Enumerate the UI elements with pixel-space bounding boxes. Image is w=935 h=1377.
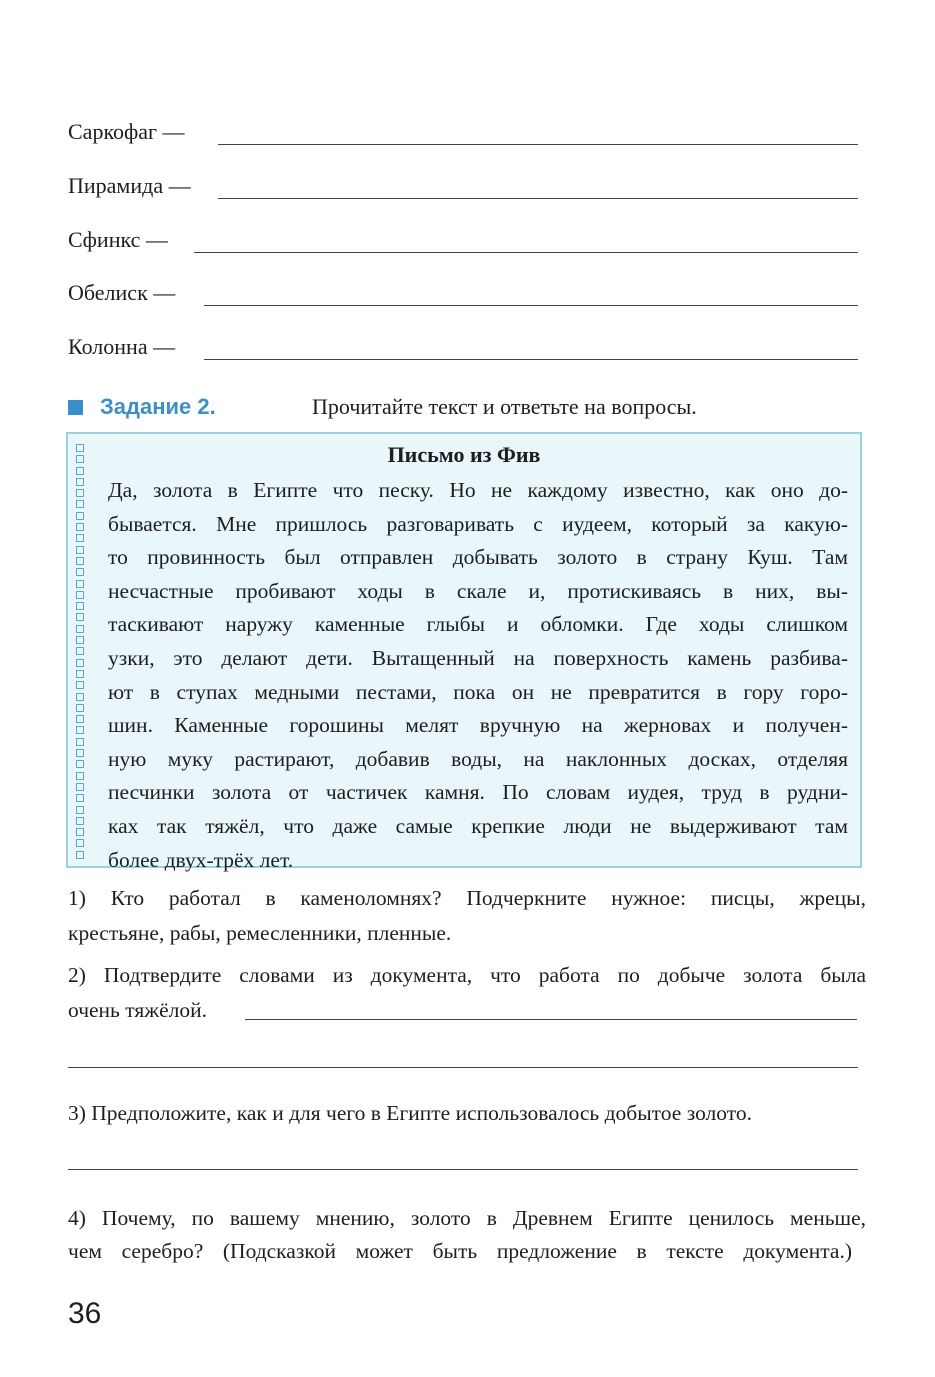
question-4-line-1: 4) Почему, по вашему мнению, золото в Древнем Египте ценилось меньше, (68, 1206, 866, 1230)
answer-line[interactable] (245, 1019, 857, 1020)
border-dot-icon (76, 500, 84, 508)
border-dot-icon (76, 647, 84, 655)
answer-line[interactable] (218, 198, 858, 199)
border-dot-icon (76, 749, 84, 757)
answer-line[interactable] (204, 359, 858, 360)
page-number: 36 (68, 1297, 102, 1330)
dotted-border-decoration (74, 444, 88, 864)
question-4-line-2: чем серебро? (Подсказкой может быть предложение в тексте документа.) (68, 1239, 852, 1263)
border-dot-icon (76, 704, 84, 712)
answer-line[interactable] (68, 1169, 858, 1170)
border-dot-icon (76, 591, 84, 599)
document-text (108, 474, 848, 877)
document-line: песчинки золота от частичек камня. По словам иудея, труд в рудни- (108, 780, 848, 805)
border-dot-icon (76, 806, 84, 814)
border-dot-icon (76, 580, 84, 588)
definition-row-sphinx (68, 225, 858, 255)
square-bullet-icon (68, 400, 83, 415)
document-line: несчастные пробивают ходы в скале и, протискиваясь в них, вы- (108, 578, 848, 603)
definition-term: Колонна — (68, 334, 176, 359)
definition-row-pyramid (68, 171, 858, 201)
border-dot-icon (76, 851, 84, 859)
border-dot-icon (76, 568, 84, 576)
border-dot-icon (76, 489, 84, 497)
document-line: более двух-трёх лет. (108, 847, 294, 872)
definition-row-sarcophagus (68, 117, 858, 147)
border-dot-icon (76, 546, 84, 554)
question-1-line-1: 1) Кто работал в каменоломнях? Подчеркните нужное: писцы, жрецы, (68, 886, 866, 910)
border-dot-icon (76, 726, 84, 734)
border-dot-icon (76, 693, 84, 701)
question-3: 3) Предположите, как и для чего в Египте использовалось добытое золото. (68, 1101, 752, 1125)
document-line: Да, золота в Египте что песку. Но не каждому известно, как оно до- (108, 478, 848, 502)
task-label: Задание 2. (100, 394, 216, 419)
document-line: ют в ступах медными пестами, пока он не превратится в гору горо- (108, 679, 848, 704)
border-dot-icon (76, 625, 84, 633)
border-dot-icon (76, 523, 84, 531)
document-line: шин. Каменные горошины мелят вручную на жерновах и получен- (108, 713, 848, 738)
border-dot-icon (76, 636, 84, 644)
document-box (66, 432, 862, 872)
border-dot-icon (76, 760, 84, 768)
border-dot-icon (76, 557, 84, 565)
border-dot-icon (76, 794, 84, 802)
border-dot-icon (76, 839, 84, 847)
question-1-line-2: крестьяне, рабы, ремесленники, пленные. (68, 921, 452, 945)
document-line: бывается. Мне пришлось разговаривать с иудеем, который за какую- (108, 511, 848, 536)
definition-term: Обелиск — (68, 280, 176, 305)
border-dot-icon (76, 659, 84, 667)
definition-term: Сфинкс — (68, 227, 168, 252)
definition-row-column (68, 332, 858, 362)
document-line: ную муку растирают, добавив воды, на наклонных досках, отделяя (108, 746, 848, 771)
definition-term: Саркофаг — (68, 119, 185, 144)
definition-term: Пирамида — (68, 173, 191, 198)
answer-line[interactable] (204, 305, 858, 306)
document-line: узки, это делают дети. Вытащенный на поверхность камень разбива- (108, 645, 848, 670)
question-2-line-1: 2) Подтвердите словами из документа, что работа по добыче золота была (68, 963, 866, 987)
border-dot-icon (76, 783, 84, 791)
border-dot-icon (76, 828, 84, 836)
answer-line[interactable] (194, 252, 858, 253)
document-line: то провинность был отправлен добывать золото в страну Куш. Там (108, 545, 848, 570)
document-line: ках так тяжёл, что даже самые крепкие люди не выдерживают там (108, 813, 848, 838)
border-dot-icon (76, 772, 84, 780)
border-dot-icon (76, 670, 84, 678)
border-dot-icon (76, 512, 84, 520)
border-dot-icon (76, 715, 84, 723)
task-instruction: Прочитайте текст и ответьте на вопросы. (312, 394, 697, 419)
border-dot-icon (76, 478, 84, 486)
answer-line[interactable] (68, 1067, 858, 1068)
border-dot-icon (76, 817, 84, 825)
document-title: Письмо из Фив (387, 442, 541, 467)
border-dot-icon (76, 681, 84, 689)
task-header (68, 392, 868, 422)
answer-line[interactable] (218, 144, 858, 145)
border-dot-icon (76, 602, 84, 610)
document-line: таскивают наружу каменные глыбы и обломки. Где ходы слишком (108, 612, 848, 637)
border-dot-icon (76, 534, 84, 542)
border-dot-icon (76, 613, 84, 621)
border-dot-icon (76, 738, 84, 746)
question-2-line-2: очень тяжёлой. (68, 998, 207, 1022)
definition-row-obelisk (68, 278, 858, 308)
